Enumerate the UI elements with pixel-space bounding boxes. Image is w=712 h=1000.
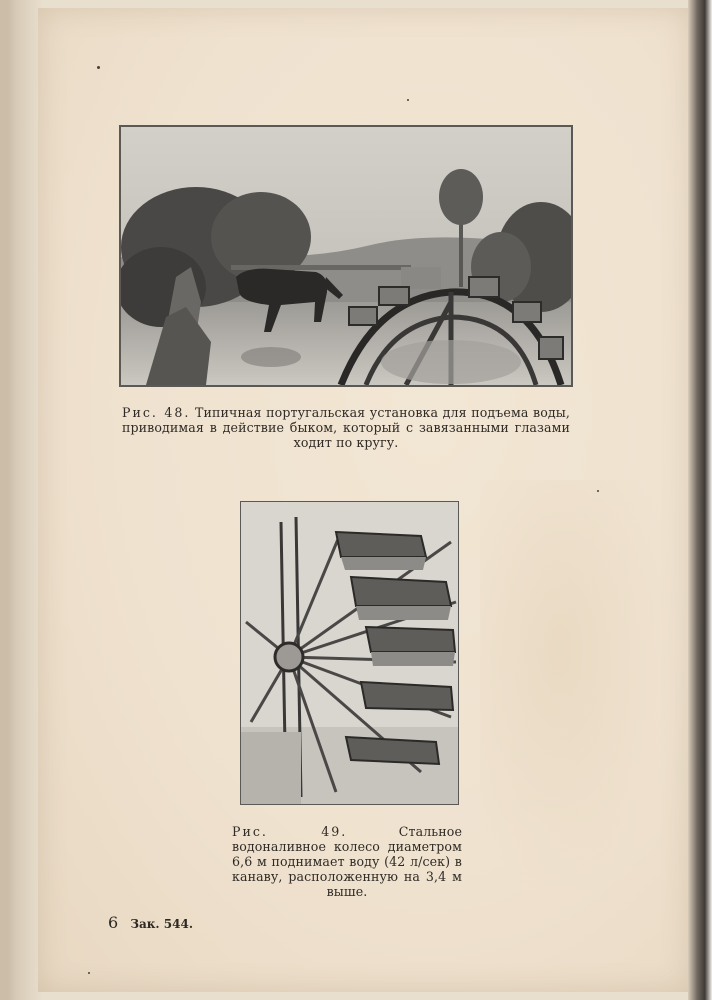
figure-49-photo bbox=[240, 501, 459, 805]
figure-48-photo bbox=[119, 125, 573, 387]
book-spine bbox=[688, 0, 712, 1000]
figure-48-caption-text: Типичная португальская установка для подъема воды, приводимая в действие быком, который с завязанными глазами ходит по кругу. bbox=[122, 405, 570, 450]
ink-speck bbox=[407, 99, 409, 101]
book-edge bbox=[0, 0, 8, 1000]
page-number: 6 bbox=[108, 913, 119, 932]
figure-48-label: Рис. 48. bbox=[122, 405, 191, 420]
ox-water-wheel-illustration bbox=[121, 127, 571, 385]
print-order-note: Зак. 544. bbox=[130, 917, 194, 931]
figure-49-label: Рис. 49. bbox=[232, 824, 348, 839]
page-footer bbox=[108, 913, 193, 932]
figure-49-caption-text: Стальное водоналивное колесо диаметром 6,6 м поднимает воду (42 л/сек) в канаву, расположенную на 3,4 м выше. bbox=[232, 824, 462, 899]
figure-48-caption bbox=[122, 405, 570, 450]
ink-speck bbox=[88, 972, 90, 974]
ink-speck bbox=[97, 66, 100, 69]
ink-speck bbox=[597, 490, 599, 492]
figure-49-caption bbox=[232, 824, 462, 899]
paper-stain bbox=[480, 480, 680, 900]
steel-water-wheel-illustration bbox=[241, 502, 458, 804]
